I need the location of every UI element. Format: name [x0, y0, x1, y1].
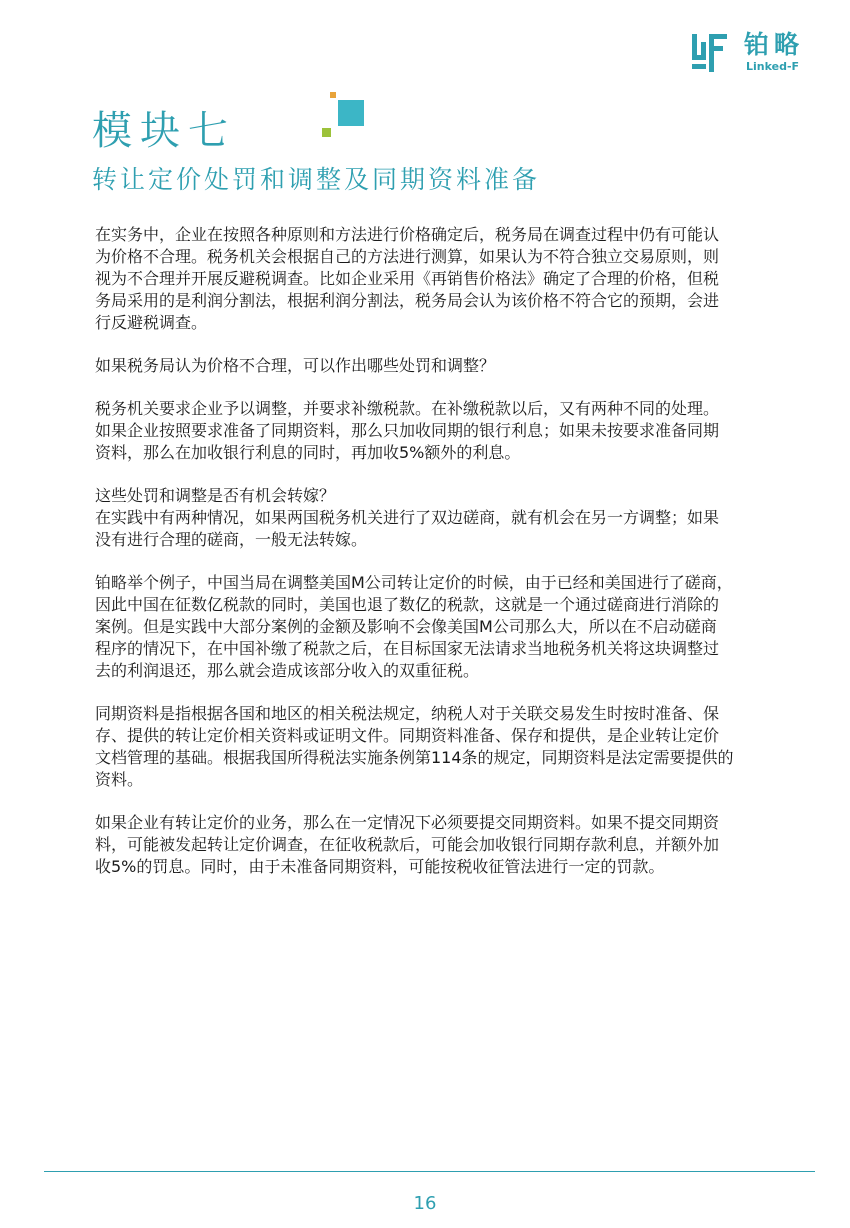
paragraph-line: 在实务中，企业在按照各种原则和方法进行价格确定后，税务局在调查过程中仍有可能认 [95, 225, 720, 244]
paragraph-line: 如果企业有转让定价的业务，那么在一定情况下必须要提交同期资料。如果不提交同期资 [95, 813, 720, 832]
decorative-squares-icon [318, 92, 366, 142]
paragraph-line: 去的利润退还，那么就会造成该部分收入的双重征税。 [95, 661, 480, 680]
paragraph-line: 同期资料是指根据各国和地区的相关税法规定，纳税人对于关联交易发生时按时准备、保 [95, 704, 720, 723]
paragraph-line: 料，可能被发起转让定价调查，在征收税款后，可能会加收银行同期存款利息，并额外加 [95, 835, 720, 854]
paragraph-line: 税务机关要求企业予以调整，并要求补缴税款。在补缴税款以后，又有两种不同的处理。 [95, 399, 720, 418]
logo-chinese-text: 铂略 [744, 30, 805, 59]
paragraph-line: 如果企业按照要求准备了同期资料，那么只加收同期的银行利息；如果未按要求准备同期 [95, 421, 720, 440]
paragraph-line: 程序的情况下，在中国补缴了税款之后，在目标国家无法请求当地税务机关将这块调整过 [95, 639, 720, 658]
paragraph-1 [95, 224, 783, 334]
paragraph-line: 如果税务局认为价格不合理，可以作出哪些处罚和调整？ [95, 356, 496, 375]
paragraph-line: 因此中国在征数亿税款的同时，美国也退了数亿的税款，这就是一个通过磋商进行消除的 [95, 595, 720, 614]
page-number: 16 [413, 1193, 437, 1214]
paragraph-6 [95, 703, 783, 791]
paragraph-line: 行反避税调查。 [95, 313, 208, 332]
brand-logo [692, 30, 812, 76]
paragraph-line: 这些处罚和调整是否有机会转嫁？ [95, 486, 336, 505]
paragraph-line: 在实践中有两种情况，如果两国税务机关进行了双边磋商，就有机会在另一方调整；如果 [95, 508, 720, 527]
paragraph-line: 资料。 [95, 770, 144, 789]
paragraph-line: 资料，那么在加收银行利息的同时，再加收5%额外的利息。 [95, 443, 521, 462]
paragraph-line: 没有进行合理的磋商，一般无法转嫁。 [95, 530, 368, 549]
paragraph-line: 为价格不合理。税务机关会根据自己的方法进行测算，如果认为不符合独立交易原则，则 [95, 247, 720, 266]
paragraph-line: 存、提供的转让定价相关资料或证明文件。同期资料准备、保存和提供，是企业转让定价 [95, 726, 720, 745]
paragraph-line: 铂略举个例子，中国当局在调整美国M公司转让定价的时候，由于已经和美国进行了磋商， [95, 573, 733, 592]
paragraph-2 [95, 355, 783, 377]
paragraph-line: 收5%的罚息。同时，由于未准备同期资料，可能按税收征管法进行一定的罚款。 [95, 857, 665, 876]
logo-english-text: Linked-F [746, 60, 800, 73]
paragraph-3 [95, 398, 783, 464]
paragraph-4 [95, 485, 783, 551]
paragraph-line: 案例。但是实践中大部分案例的金额及影响不会像美国M公司那么大，所以在不启动磋商 [95, 617, 717, 636]
paragraph-line: 文档管理的基础。根据我国所得税法实施条例第114条的规定，同期资料是法定需要提供的 [95, 748, 734, 767]
paragraph-7 [95, 812, 783, 878]
body-content [95, 224, 783, 899]
linked-f-logo-icon [692, 34, 736, 72]
paragraph-line: 务局采用的是利润分割法，根据利润分割法，税务局会认为该价格不符合它的预期，会进 [95, 291, 720, 310]
module-title: 模块七 [92, 108, 236, 154]
paragraph-5 [95, 572, 783, 682]
footer-divider [44, 1171, 815, 1172]
paragraph-line: 视为不合理并开展反避税调查。比如企业采用《再销售价格法》确定了合理的价格，但税 [95, 269, 720, 288]
module-subtitle: 转让定价处罚和调整及同期资料准备 [92, 165, 541, 194]
